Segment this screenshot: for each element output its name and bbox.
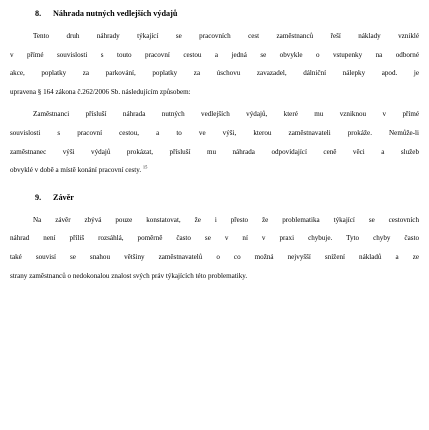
section-8-heading: [10, 9, 419, 18]
section-9-paragraph-1: [10, 211, 419, 285]
section-8-quote-paragraph: [10, 105, 419, 179]
section-9-number: 9.: [35, 192, 42, 202]
paragraph-line: Tento druh náhrady týkající se pracovních cest zaměstnanců řeší náklady vzniklé: [33, 32, 419, 40]
section-8-title: Náhrada nutných vedlejších výdajů: [53, 9, 178, 18]
paragraph-line: také souvisí se snahou většiny zaměstnavatelů o co možná nejvyšší snížení nákladů a ze: [10, 252, 419, 261]
paragraph-line: souvislosti s pracovní cestou, a to ve výši, kterou zaměstnavateli prokáže. Nemůže-li: [10, 128, 419, 137]
section-9-title: Závěr: [53, 192, 74, 202]
paragraph-line-with-footnote: [10, 161, 419, 180]
paragraph-line-text: obvyklé v době a místě konání pracovní cesty.: [10, 166, 142, 175]
paragraph-line: upravena § 164 zákona č.262/2006 Sb. následujícím způsobem:: [10, 87, 191, 96]
paragraph-line: strany zaměstnanců o nedokonalou znalost svých práv týkajících této problematiky.: [10, 271, 248, 280]
footnote-reference: 15: [142, 164, 148, 170]
section-8-number: 8.: [35, 9, 42, 18]
paragraph-line: náhrad není příliš rozsáhlá, poměrně často se v ní v praxi chybuje. Tyto chyby často: [10, 234, 419, 243]
paragraph-line: akce, poplatky za parkování, poplatky za úschovu zavazadel, dálniční nálepky apod. je: [10, 69, 419, 78]
section-9-heading: [10, 193, 419, 202]
section-8-paragraph-1: [10, 27, 419, 101]
paragraph-line: Na závěr zbývá pouze konstatovat, že i přesto že problematika týkající se cestovních: [33, 215, 419, 224]
paragraph-line: Zaměstnanci přísluší náhrada nutných vedlejších výdajů, které mu vzniknou v přímé: [33, 110, 419, 119]
paragraph-line: v přímé souvislosti s touto pracovní cestou a jedná se obvykle o vstupenky na odborné: [10, 50, 419, 59]
paragraph-line: zaměstnanec výši výdajů prokázat, přísluší mu náhrada odpovídající ceně věci a služeb: [10, 147, 419, 156]
